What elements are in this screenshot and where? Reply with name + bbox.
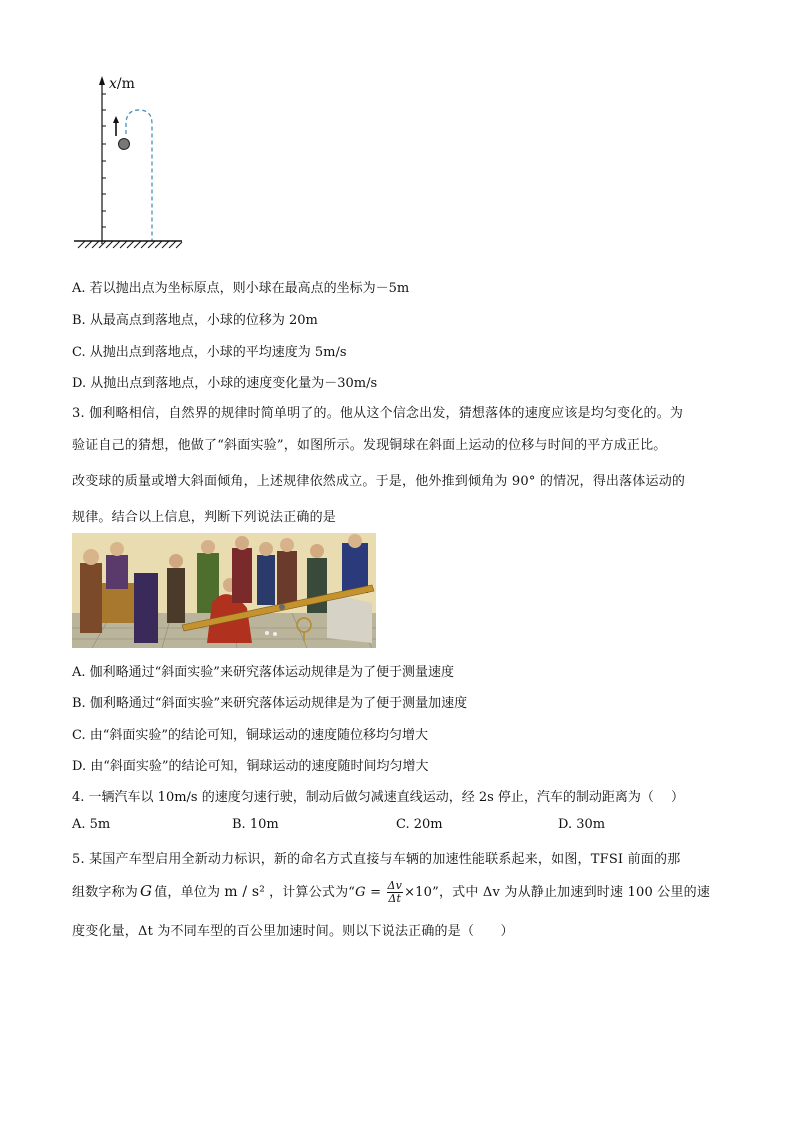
q4-option-c: C. 20m [396,817,443,832]
q2-option-a: A. 若以抛出点为坐标原点，则小球在最高点的坐标为－5m [72,281,410,296]
q5-formula-denominator: Δt [388,892,402,905]
q3-stem-line-2: 验证自己的猜想，他做了“斜面实验”，如图所示。发现铜球在斜面上运动的位移与时间的平方成正比。 [72,438,667,453]
q3-option-c: C. 由“斜面实验”的结论可知，铜球运动的速度随位移均匀增大 [72,728,429,743]
q5-formula-tail: ×10 [404,885,433,900]
axis-label-unit: /m [116,76,135,92]
axis-label [109,76,135,92]
arrow-up-icon [113,116,119,123]
q5-formula-g: G [355,885,366,900]
q4-option-b: B. 10m [232,817,279,832]
q4-option-d: D. 30m [558,817,606,832]
q3-stem-line-3: 改变球的质量或增大斜面倾角，上述规律依然成立。于是，他外推到倾角为 90° 的情况，得出落体运动的 [72,474,686,489]
axis-arrow-icon [99,76,105,85]
q5-formula-numerator: Δv [387,879,403,892]
q2-option-c: C. 从抛出点到落地点，小球的平均速度为 5m/s [72,345,347,360]
galileo-painting [72,533,376,648]
q4-stem: 4. 一辆汽车以 10m/s 的速度匀速行驶，制动后做匀减速直线运动，经 2s 停止，汽车的制动距离为（ ） [72,790,685,805]
ball [119,139,130,150]
q3-option-b: B. 伽利略通过“斜面实验”来研究落体运动规律是为了便于测量加速度 [72,696,468,711]
q4-option-a: A. 5m [72,817,111,832]
q2-option-d: D. 从抛出点到落地点，小球的速度变化量为－30m/s [72,376,378,391]
q3-stem-line-4: 规律。结合以上信息，判断下列说法正确的是 [72,510,337,525]
trajectory-path [126,110,152,241]
q3-option-a: A. 伽利略通过“斜面实验”来研究落体运动规律是为了便于测量速度 [72,665,454,680]
q5-text-c: ，计算公式为“ [269,885,356,900]
q5-g-symbol: G [140,882,153,900]
q5-formula-fraction [387,880,404,905]
q5-text-d: ”，式中 Δv 为从静止加速到时速 100 公里的速 [432,885,711,900]
q3-stem-line-1: 3. 伽利略相信，自然界的规律时简单明了的。他从这个信念出发，猜想落体的速度应该是均匀变化的。为 [72,406,684,421]
axis-label-x: x [109,76,117,92]
ground-hatch [78,241,182,248]
q2-option-b: B. 从最高点到落地点，小球的位移为 20m [72,313,318,328]
q5-text-b: 值，单位为 [154,885,221,900]
q5-unit: m / s² [224,884,266,900]
q5-stem-line-3: 度变化量，Δt 为不同车型的百公里加速时间。则以下说法正确的是（ ） [72,924,514,939]
q5-stem-line-1: 5. 某国产车型启用全新动力标识，新的命名方式直接与车辆的加速性能联系起来，如图，TFSI 前面的那 [72,852,681,867]
q5-stem-line-2 [72,880,710,905]
q3-option-d: D. 由“斜面实验”的结论可知，铜球运动的速度随时间均匀增大 [72,759,429,774]
projectile-diagram [70,74,190,254]
q5-formula-eq: = [365,885,386,900]
q5-text-a: 组数字称为 [72,885,139,900]
